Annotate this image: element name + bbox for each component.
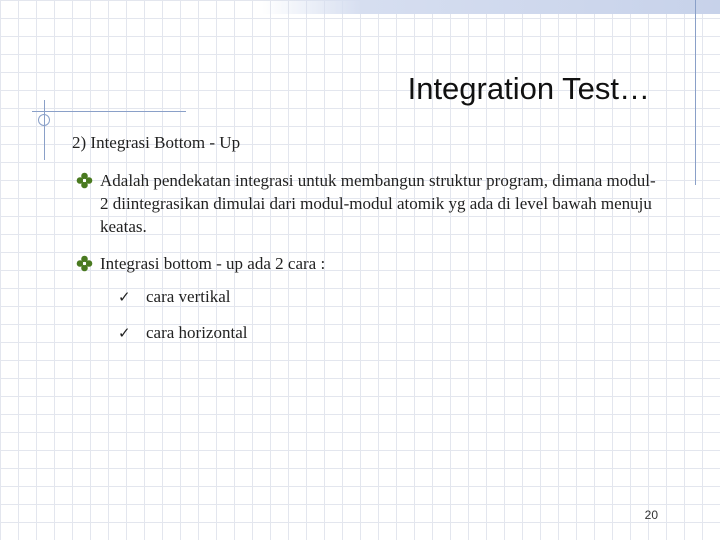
right-vertical-rule	[695, 0, 696, 185]
top-decorative-band	[262, 0, 720, 14]
check-icon: ✓	[118, 324, 131, 342]
bullet-item	[76, 169, 660, 238]
corner-circle-ornament	[38, 114, 50, 126]
diamond-bullet-icon	[76, 172, 93, 189]
slide-title: Integration Test…	[407, 71, 650, 106]
sub-bullet-text: cara horizontal	[146, 323, 248, 342]
title-underline-rule	[32, 111, 186, 112]
bullet-item	[76, 252, 660, 275]
page-number: 20	[644, 508, 658, 522]
diamond-bullet-icon	[76, 255, 93, 272]
check-icon: ✓	[118, 288, 131, 306]
sub-bullet-item	[118, 323, 247, 343]
sub-bullet-item	[118, 287, 230, 307]
bullet-text: Adalah pendekatan integrasi untuk membangun struktur program, dimana modul-2 diintegrasikan dimulai dari modul-modul atomik yg ada di level bawah menuju keatas.	[100, 171, 656, 236]
section-subtitle: 2) Integrasi Bottom - Up	[72, 133, 241, 152]
bullet-text: Integrasi bottom - up ada 2 cara :	[100, 254, 326, 273]
left-vertical-rule	[44, 100, 45, 160]
sub-bullet-text: cara vertikal	[146, 287, 231, 306]
